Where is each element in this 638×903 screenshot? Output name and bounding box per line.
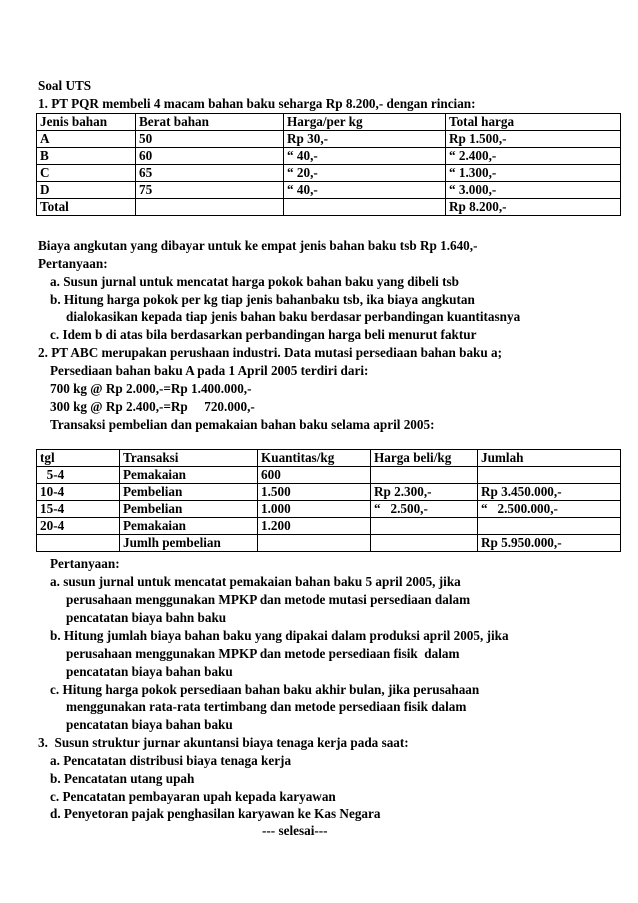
table-cell [371,518,478,535]
table-cell: “ 2.500,- [371,501,478,518]
table-row [37,148,621,165]
table-row [37,484,621,501]
table-row [37,165,621,182]
q2-item-c-cont: pencatatan biaya bahan baku [66,717,233,732]
table-cell: 50 [136,131,284,148]
table-cell: 10-4 [37,484,120,501]
table-cell: “ 1.300,- [446,165,621,182]
table-row [37,467,621,484]
table-cell [37,535,120,552]
table-cell: Pembelian [120,501,258,518]
q1-item-b: b. Hitung harga pokok per kg tiap jenis bahanbaku tsb, ika biaya angkutan [50,292,475,307]
table-cell: 1.500 [258,484,371,501]
q1-transport: Biaya angkutan yang dibayar untuk ke empat jenis bahan baku tsb Rp 1.640,- [38,238,478,253]
header-cell: tgl [37,450,120,467]
table-cell: Pemakaian [120,518,258,535]
q2-item-c: c. Hitung harga pokok persediaan bahan baku akhir bulan, jika perusahaan [50,682,480,697]
material-table [36,113,621,216]
table-cell: Pemakaian [120,467,258,484]
header-cell: Transaksi [120,450,258,467]
table-cell: 20-4 [37,518,120,535]
header-cell: Kuantitas/kg [258,450,371,467]
table-row [37,131,621,148]
q2-item-b: b. Hitung jumlah biaya bahan baku yang dipakai dalam produksi april 2005, jika [50,628,509,643]
table-cell: 1.200 [258,518,371,535]
header-cell: Total harga [446,114,621,131]
table-cell [136,199,284,216]
table-cell [371,467,478,484]
table-row [37,518,621,535]
table-cell: Rp 2.300,- [371,484,478,501]
table-cell: 60 [136,148,284,165]
q3-item-d: d. Penyetoran pajak penghasilan karyawan ke Kas Negara [50,806,381,821]
q3-item-c: c. Pencatatan pembayaran upah kepada karyawan [50,789,336,804]
table-cell: 65 [136,165,284,182]
table-cell: “ 2.400,- [446,148,621,165]
q1-question-label: Pertanyaan: [38,256,108,271]
header-cell: Berat bahan [136,114,284,131]
q2-item-b-cont: perusahaan menggunakan MPKP dan metode persediaan fisik dalam [66,646,460,661]
q1-item-c: c. Idem b di atas bila berdasarkan perbandingan harga beli menurut faktur [50,327,477,342]
table-cell [371,535,478,552]
q3-item-b: b. Pencatatan utang upah [50,771,195,786]
table-row [37,501,621,518]
table-cell [284,199,446,216]
q2-item-b-cont: pencatatan biaya bahan baku [66,664,233,679]
q2-intro: 2. PT ABC merupakan perushaan industri. Data mutasi persediaan bahan baku a; [38,345,502,360]
table-cell: Total [37,199,136,216]
q3-item-a: a. Pencatatan distribusi biaya tenaga kerja [50,753,292,768]
table-header-row [37,114,621,131]
q2-stock-line: Persediaan bahan baku A pada 1 April 2005 terdiri dari: [50,363,369,378]
q2-stock-1: 700 kg @ Rp 2.000,-=Rp 1.400.000,- [50,381,252,396]
table-cell: Rp 8.200,- [446,199,621,216]
table-cell: 600 [258,467,371,484]
table-cell: 1.000 [258,501,371,518]
table-cell: “ 40,- [284,182,446,199]
table-total-row [37,535,621,552]
table-cell: Jumlh pembelian [120,535,258,552]
table-cell: Pembelian [120,484,258,501]
table-cell: Rp 30,- [284,131,446,148]
table-cell: Rp 3.450.000,- [478,484,621,501]
table-cell [478,518,621,535]
q1-intro: 1. PT PQR membeli 4 macam bahan baku seharga Rp 8.200,- dengan rincian: [38,96,476,111]
q2-stock-2: 300 kg @ Rp 2.400,-=Rp 720.000,- [50,399,255,414]
table-header-row [37,450,621,467]
table-cell: “ 2.500.000,- [478,501,621,518]
doc-title: Soal UTS [38,78,92,93]
q2-trans-line: Transaksi pembelian dan pemakaian bahan baku selama april 2005: [50,417,435,432]
table-cell: A [37,131,136,148]
table-cell: D [37,182,136,199]
table-cell: C [37,165,136,182]
q2-item-c-cont: menggunakan rata-rata tertimbang dan metode persediaan fisik dalam [66,699,467,714]
table-total-row [37,199,621,216]
q2-item-a-cont: pencatatan biaya bahn baku [66,610,227,625]
q2-item-a-cont: perusahaan menggunakan MPKP dan metode mutasi persediaan dalam [66,592,471,607]
table-cell: B [37,148,136,165]
table-cell: 75 [136,182,284,199]
table-cell: Rp 1.500,- [446,131,621,148]
table-cell [258,535,371,552]
table-cell [478,467,621,484]
q3-intro: 3. Susun struktur jurnar akuntansi biaya tenaga kerja pada saat: [38,735,409,750]
table-cell: “ 3.000,- [446,182,621,199]
header-cell: Jumlah [478,450,621,467]
table-cell: “ 20,- [284,165,446,182]
footer-end-marker: --- selesai--- [262,823,328,838]
q2-item-a: a. susun jurnal untuk mencatat pemakaian bahan baku 5 april 2005, jika [50,574,461,589]
mutation-table [36,449,621,552]
header-cell: Harga beli/kg [371,450,478,467]
q1-item-b-cont: dialokasikan kepada tiap jenis bahan baku berdasar perbandingan kuantitasnya [66,309,521,324]
table-cell: Rp 5.950.000,- [478,535,621,552]
header-cell: Jenis bahan [37,114,136,131]
q1-item-a: a. Susun jurnal untuk mencatat harga pokok bahan baku yang dibeli tsb [50,274,459,289]
table-cell: “ 40,- [284,148,446,165]
table-row [37,182,621,199]
table-cell: 15-4 [37,501,120,518]
header-cell: Harga/per kg [284,114,446,131]
table-cell: 5-4 [37,467,120,484]
q2-question-label: Pertanyaan: [50,556,120,571]
